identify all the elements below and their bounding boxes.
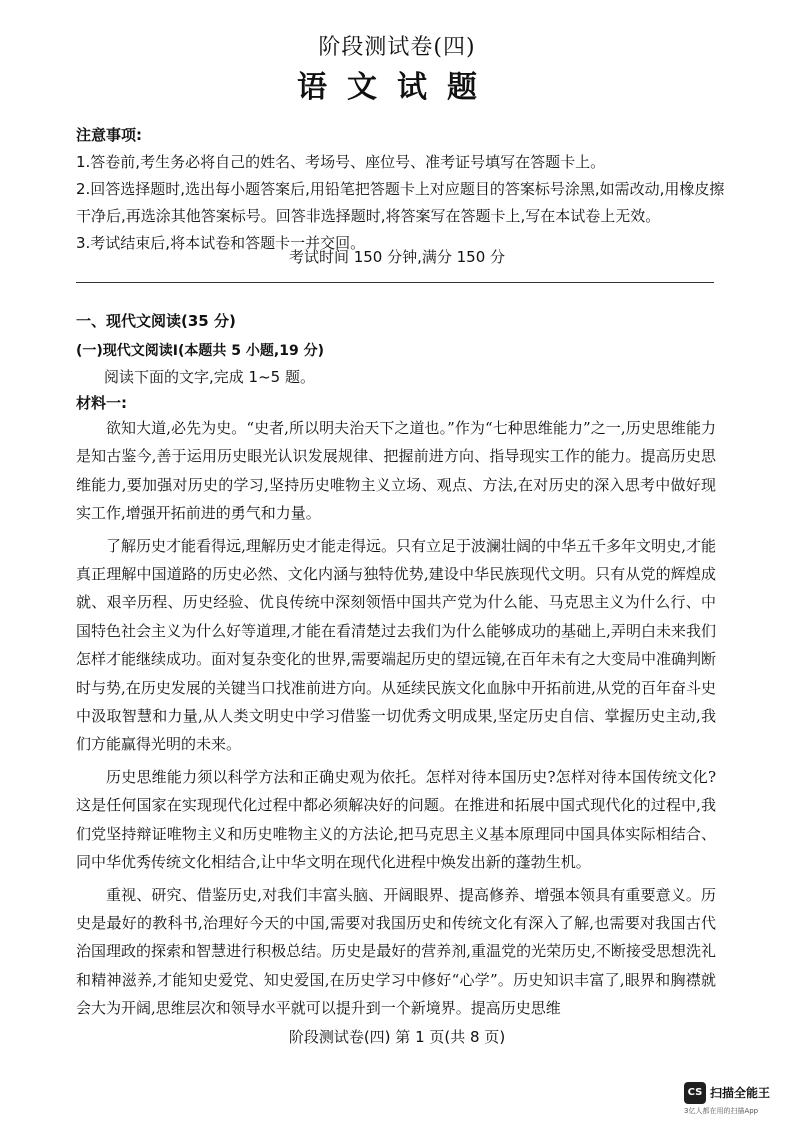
note-item: 2.回答选择题时,选出每小题答案后,用铅笔把答题卡上对应题目的答案标号涂黑,如需改动,用橡皮擦干净后,再选涂其他答案标号。回答非选择题时,将答案写在答题卡上,写在本试卷上无效。 xyxy=(76,180,725,225)
note-item: 1.答卷前,考生务必将自己的姓名、考场号、座位号、准考证号填写在答题卡上。 xyxy=(76,153,606,171)
subsection-title: (一)现代文阅读Ⅰ(本题共 5 小题,19 分) xyxy=(76,343,324,359)
passage-paragraph: 欲知大道,必先为史。“史者,所以明夫治天下之道也。”作为“七种思维能力”之一,历史思维能力是知古鉴今,善于运用历史眼光认识发展规律、把握前进方向、指导现实工作的能力。提高历史思维能力,要加强对历史的学习,坚持历史唯物主义立场、观点、方法,在对历史的深入思考中做好现实工作,增强开拓前进的勇气和力量。 xyxy=(76,419,716,523)
passage-paragraph: 历史思维能力须以科学方法和正确史观为依托。怎样对待本国历史?怎样对待本国传统文化?这是任何国家在实现现代化过程中都必须解决好的问题。在推进和拓展中国式现代化的过程中,我们党坚持辩证唯物主义和历史唯物主义的方法论,把马克思主义基本原理同中国具体实际相结合、同中华优秀传统文化相结合,让中华文明在现代化进程中焕发出新的蓬勃生机。 xyxy=(76,767,716,872)
divider xyxy=(76,282,714,283)
exam-time: 考试时间 150 分钟,满分 150 分 xyxy=(288,248,506,266)
instruction: 阅读下面的文字,完成 1~5 题。 xyxy=(104,368,315,386)
note-item: 3.考试结束后,将本试卷和答题卡一并交回。 xyxy=(76,234,366,252)
watermark-name: 扫描全能王 xyxy=(710,1086,771,1100)
notes-heading: 注意事项: xyxy=(76,126,142,144)
scanner-watermark xyxy=(684,1082,788,1114)
material-label: 材料一: xyxy=(76,394,127,412)
watermark-tagline: 3亿人都在用的扫描App xyxy=(684,1107,759,1115)
camscanner-logo-icon: CS xyxy=(684,1082,706,1104)
passage-paragraph: 重视、研究、借鉴历史,对我们丰富头脑、开阔眼界、提高修养、增强本领具有重要意义。历史是最好的教科书,治理好今天的中国,需要对我国历史和传统文化有深入了解,也需要对我国古代治国理政的探索和智慧进行积极总结。历史是最好的营养剂,重温党的光荣历史,不断接受思想洗礼和精神滋养,才能知史爱党、知史爱国,在历史学习中修好“心学”。历史知识丰富了,眼界和胸襟就会大为开阔,思维层次和领导水平就可以提升到一个新境界。提高历史思维 xyxy=(76,885,716,1018)
notes-block xyxy=(76,122,726,257)
passage xyxy=(76,414,716,1027)
page-footer: 阶段测试卷(四) 第 1 页(共 8 页) xyxy=(288,1028,506,1046)
section-title: 一、现代文阅读(35 分) xyxy=(76,312,236,330)
passage-paragraph: 了解历史才能看得远,理解历史才能走得远。只有立足于波澜壮阔的中华五千多年文明史,才能真正理解中国道路的历史必然、文化内涵与独特优势,建设中华民族现代文明。只有从党的辉煌成就、艰辛历程、历史经验、优良传统中深刻领悟中国共产党为什么能、马克思主义为什么行、中国特色社会主义为什么好等道理,才能在看清楚过去我们为什么能够成功的基础上,弄明白未来我们怎样才能继续成功。面对复杂变化的世界,需要端起历史的望远镜,在百年未有之大变局中准确判断时与势,在历史发展的关键当口找准前进方向。从延续民族文化血脉中开拓前进,从党的百年奋斗史中汲取智慧和力量,从人类文明史中学习借鉴一切优秀文明成果,坚定历史自信、掌握历史主动,我们方能赢得光明的未来。 xyxy=(76,536,716,754)
exam-title: 阶段测试卷(四) xyxy=(318,35,476,60)
exam-subject-title: 语文试题 xyxy=(297,70,497,105)
